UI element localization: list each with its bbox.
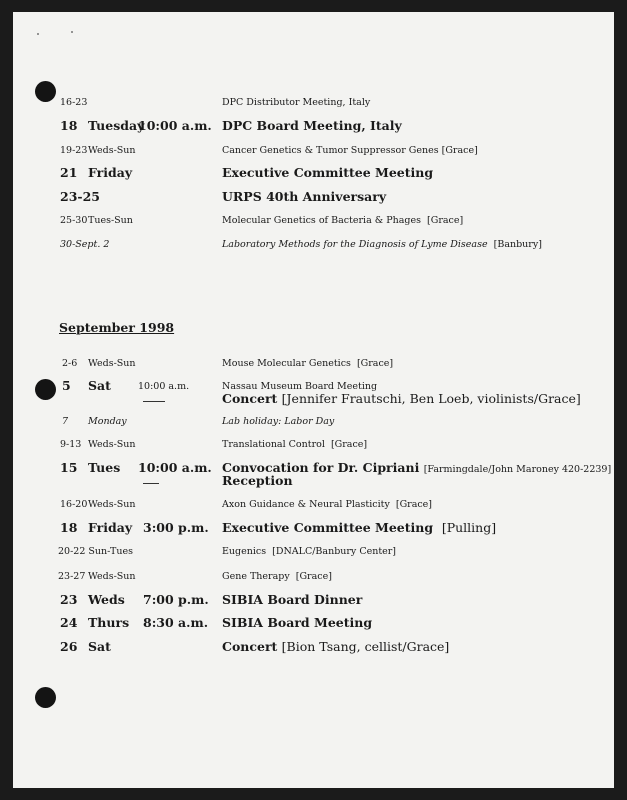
- punch-hole-top: [35, 81, 56, 102]
- month-heading: September 1998: [59, 320, 175, 335]
- event-date: 26: [60, 639, 78, 654]
- event-note: [Farmingdale/John Maroney 420-2239]: [423, 464, 612, 475]
- event-day: Sat: [88, 378, 111, 393]
- event-day: Friday: [88, 520, 133, 535]
- event-title: Nassau Museum Board Meeting: [222, 381, 378, 392]
- event-title: Cancer Genetics & Tumor Suppressor Genes: [222, 145, 439, 156]
- event-time: 3:00 p.m.: [143, 520, 209, 535]
- event-title: Concert: [222, 391, 278, 406]
- event-title-with-note: [222, 391, 581, 406]
- event-date: 15: [60, 460, 78, 475]
- event-title: DPC Distributor Meeting, Italy: [222, 97, 371, 108]
- event-note: [DNALC/Banbury Center]: [272, 546, 397, 557]
- event-title-with-note: [222, 499, 432, 510]
- event-note: [Pulling]: [441, 520, 497, 535]
- event-day: Sun-Tues: [88, 546, 133, 557]
- event-title-with-note: [222, 639, 449, 654]
- event-time: 10:00 a.m.: [138, 460, 212, 475]
- event-title: Executive Committee Meeting: [222, 165, 434, 180]
- event-date: 21: [60, 165, 78, 180]
- event-date: 7: [62, 416, 69, 427]
- event-title-with-note: [222, 239, 542, 250]
- event-date: 18: [60, 118, 78, 133]
- event-day: Sat: [88, 639, 111, 654]
- event-title: Reception: [222, 473, 293, 488]
- event-title-with-note: [222, 145, 478, 156]
- event-date: 20-22: [58, 546, 86, 557]
- event-date: 23: [60, 592, 78, 607]
- event-day: Weds-Sun: [88, 439, 136, 450]
- event-time: 10:00 a.m.: [138, 118, 212, 133]
- event-date: 5: [62, 378, 71, 393]
- event-title: Laboratory Methods for the Diagnosis of Lyme Disease: [222, 239, 488, 250]
- event-title-with-note: [222, 520, 496, 535]
- event-title: Mouse Molecular Genetics: [222, 358, 351, 369]
- event-day: Thurs: [88, 615, 130, 630]
- event-title: Gene Therapy: [222, 571, 290, 582]
- event-date: 24: [60, 615, 78, 630]
- event-title: SIBIA Board Dinner: [222, 592, 363, 607]
- event-title: SIBIA Board Meeting: [222, 615, 373, 630]
- underline-dash: [143, 401, 165, 402]
- event-title: Translational Control: [222, 439, 325, 450]
- event-day: Friday: [88, 165, 133, 180]
- event-date: 23-25: [60, 189, 100, 204]
- event-time: 10:00 a.m.: [138, 381, 190, 392]
- event-day: Tuesday: [88, 118, 145, 133]
- event-title-with-note: [222, 358, 393, 369]
- document-page: [13, 12, 614, 788]
- event-title: URPS 40th Anniversary: [222, 189, 387, 204]
- event-day: Weds-Sun: [88, 145, 136, 156]
- event-note: [Grace]: [330, 439, 368, 450]
- event-date: 18: [60, 520, 78, 535]
- event-date: 16-20: [60, 499, 88, 510]
- event-note: [Bion Tsang, cellist/Grace]: [281, 639, 450, 654]
- event-title-with-note: [222, 215, 463, 226]
- event-day: Monday: [88, 416, 127, 427]
- event-title: Axon Guidance & Neural Plasticity: [222, 499, 390, 510]
- paper-speck: [37, 33, 39, 35]
- event-note: [Grace]: [441, 145, 478, 156]
- event-date: 23-27: [58, 571, 86, 582]
- event-title: Convocation for Dr. Cipriani: [222, 460, 420, 475]
- event-title-with-note: [222, 439, 367, 450]
- event-date-day: [58, 546, 133, 557]
- event-note: [Jennifer Frautschi, Ben Loeb, violinists/Grace]: [281, 391, 581, 406]
- event-day: Weds-Sun: [88, 571, 136, 582]
- event-date: 30-Sept. 2: [60, 239, 110, 250]
- event-day: Weds: [88, 592, 125, 607]
- event-note: [Grace]: [395, 499, 433, 510]
- event-day: Tues: [88, 460, 121, 475]
- event-day: Weds-Sun: [88, 358, 136, 369]
- event-date: 9-13: [60, 439, 82, 450]
- event-title: Concert: [222, 639, 278, 654]
- event-time: 7:00 p.m.: [143, 592, 209, 607]
- event-note: [Grace]: [427, 215, 464, 226]
- event-title: Lab holiday: Labor Day: [222, 416, 335, 427]
- event-note: [Banbury]: [493, 239, 542, 250]
- punch-hole-bottom: [35, 687, 56, 708]
- event-title-with-note: [222, 546, 396, 557]
- event-date: 2-6: [62, 358, 78, 369]
- event-title: Executive Committee Meeting: [222, 520, 434, 535]
- underline-dash: [143, 483, 159, 484]
- event-date: 25-30: [60, 215, 88, 226]
- paper-speck: [71, 31, 73, 33]
- event-title-with-note: [222, 571, 332, 582]
- event-date: 19-23: [60, 145, 88, 156]
- event-time: 8:30 a.m.: [143, 615, 209, 630]
- event-day: Tues-Sun: [88, 215, 133, 226]
- event-title: Eugenics: [222, 546, 267, 557]
- event-title: DPC Board Meeting, Italy: [222, 118, 402, 133]
- punch-hole-middle: [35, 379, 56, 400]
- event-title: Molecular Genetics of Bacteria & Phages: [222, 215, 421, 226]
- event-note: [Grace]: [356, 358, 394, 369]
- event-date: 16-23: [60, 97, 88, 108]
- event-day: Weds-Sun: [88, 499, 136, 510]
- event-note: [Grace]: [295, 571, 332, 582]
